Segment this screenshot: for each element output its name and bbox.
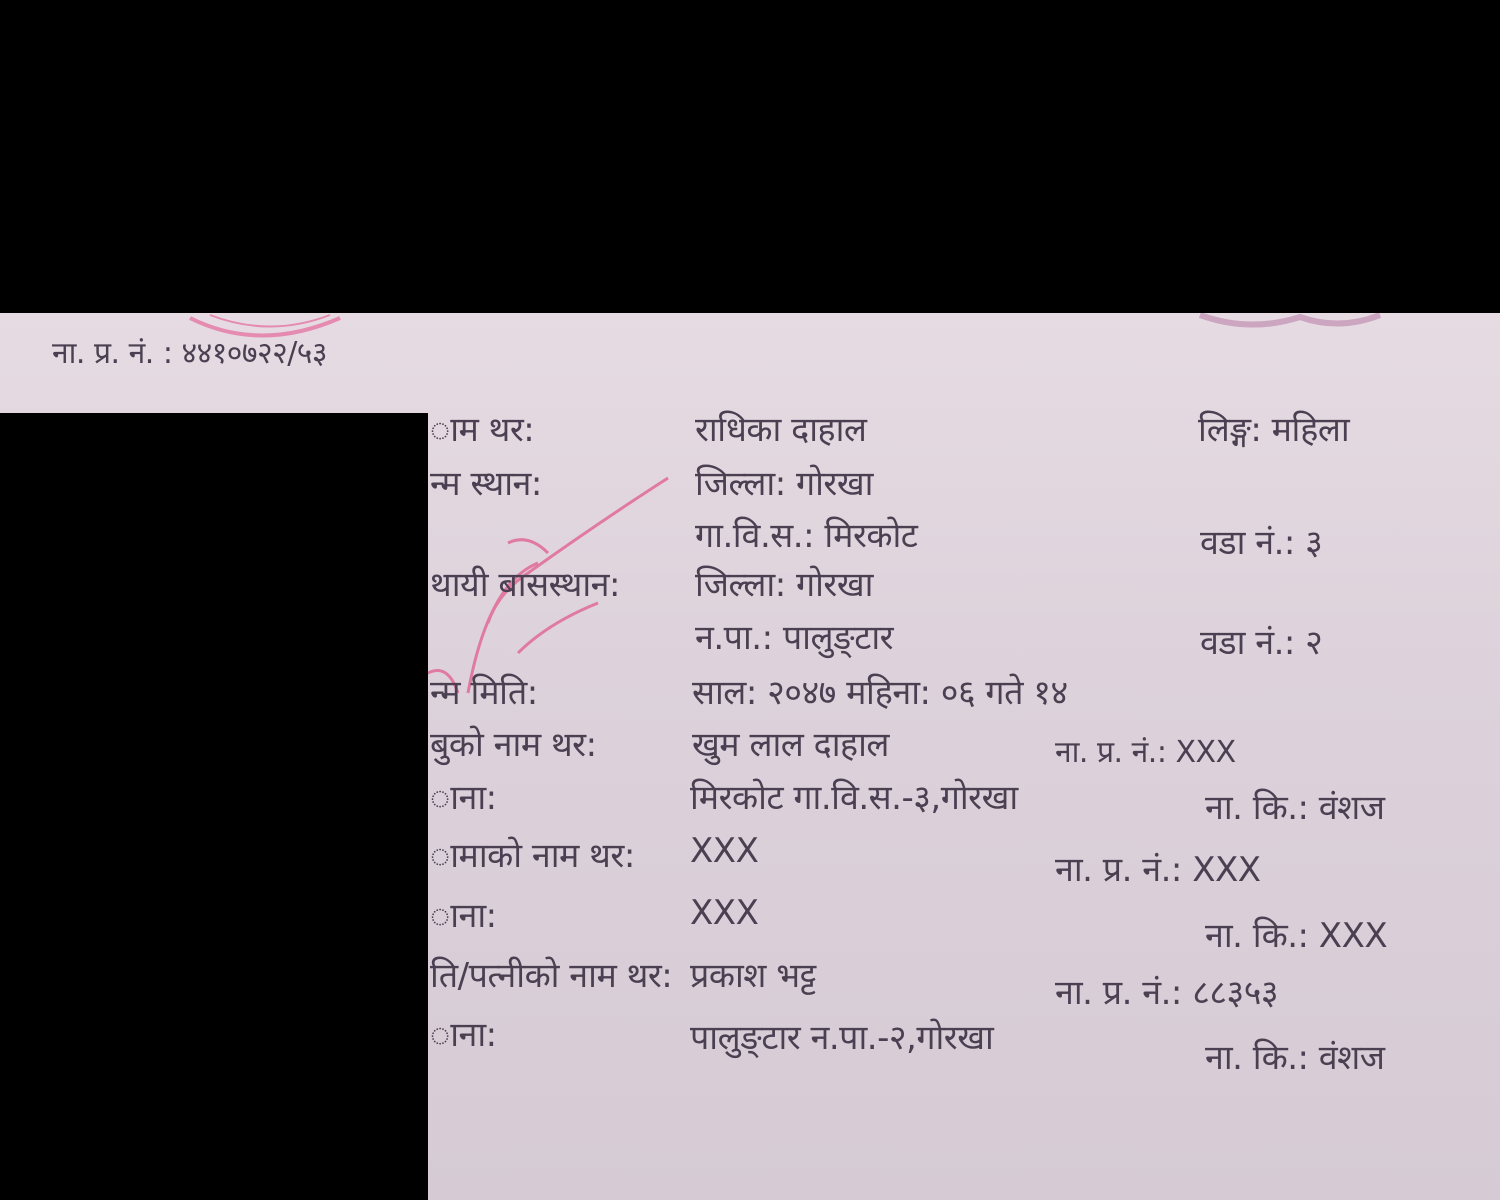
- mother-cert: ना. प्र. नं.: XXX: [1055, 850, 1261, 890]
- spouse-name: प्रकाश भट्ट: [690, 956, 816, 996]
- permanent-municipality: न.पा.: पालुङ्टार: [695, 618, 894, 658]
- mother-label: ामाको नाम थर:: [430, 836, 635, 876]
- permanent-address-label: थायी बासस्थान:: [430, 565, 620, 605]
- father-name: खुम लाल दाहाल: [692, 725, 889, 765]
- mother-address: XXX: [690, 893, 759, 933]
- birth-district: जिल्ला: गोरखा: [695, 464, 873, 504]
- mother-citizenship-type: ना. कि.: XXX: [1205, 916, 1388, 956]
- certificate-number: ना. प्र. नं. : ४४१०७२२/५३: [52, 336, 328, 371]
- redaction-left: [0, 413, 428, 1200]
- dob-value: साल: २०४७ महिना: ०६ गते १४: [692, 673, 1068, 713]
- permanent-ward: वडा नं.: २: [1200, 623, 1323, 663]
- spouse-address: पालुङ्टार न.पा.-२,गोरखा: [690, 1018, 994, 1058]
- spouse-cert: ना. प्र. नं.: ८८३५३: [1055, 973, 1279, 1013]
- father-cert: ना. प्र. नं.: XXX: [1055, 735, 1236, 770]
- mother-address-label: ाना:: [430, 896, 497, 936]
- birth-vdc: गा.वि.स.: मिरकोट: [695, 516, 918, 556]
- father-address: मिरकोट गा.वि.स.-३,गोरखा: [690, 778, 1018, 818]
- spouse-address-label: ाना:: [430, 1015, 497, 1055]
- permanent-district: जिल्ला: गोरखा: [695, 565, 873, 605]
- name-value: राधिका दाहाल: [695, 410, 867, 450]
- stamp-mark-right: [1190, 313, 1390, 338]
- name-label: ाम थर:: [430, 410, 535, 450]
- spouse-label: ति/पत्नीको नाम थर:: [430, 956, 673, 996]
- birth-ward: वडा नं.: ३: [1200, 523, 1323, 563]
- gender: लिङ्ग: महिला: [1198, 410, 1350, 450]
- dob-label: न्म मिति:: [430, 673, 538, 713]
- redaction-top: [0, 0, 1500, 313]
- spouse-citizenship-type: ना. कि.: वंशज: [1205, 1038, 1385, 1078]
- mother-name: XXX: [690, 831, 759, 871]
- father-label: बुको नाम थर:: [430, 725, 597, 765]
- father-address-label: ाना:: [430, 778, 497, 818]
- birth-place-label: न्म स्थान:: [430, 464, 542, 504]
- father-citizenship-type: ना. कि.: वंशज: [1205, 788, 1385, 828]
